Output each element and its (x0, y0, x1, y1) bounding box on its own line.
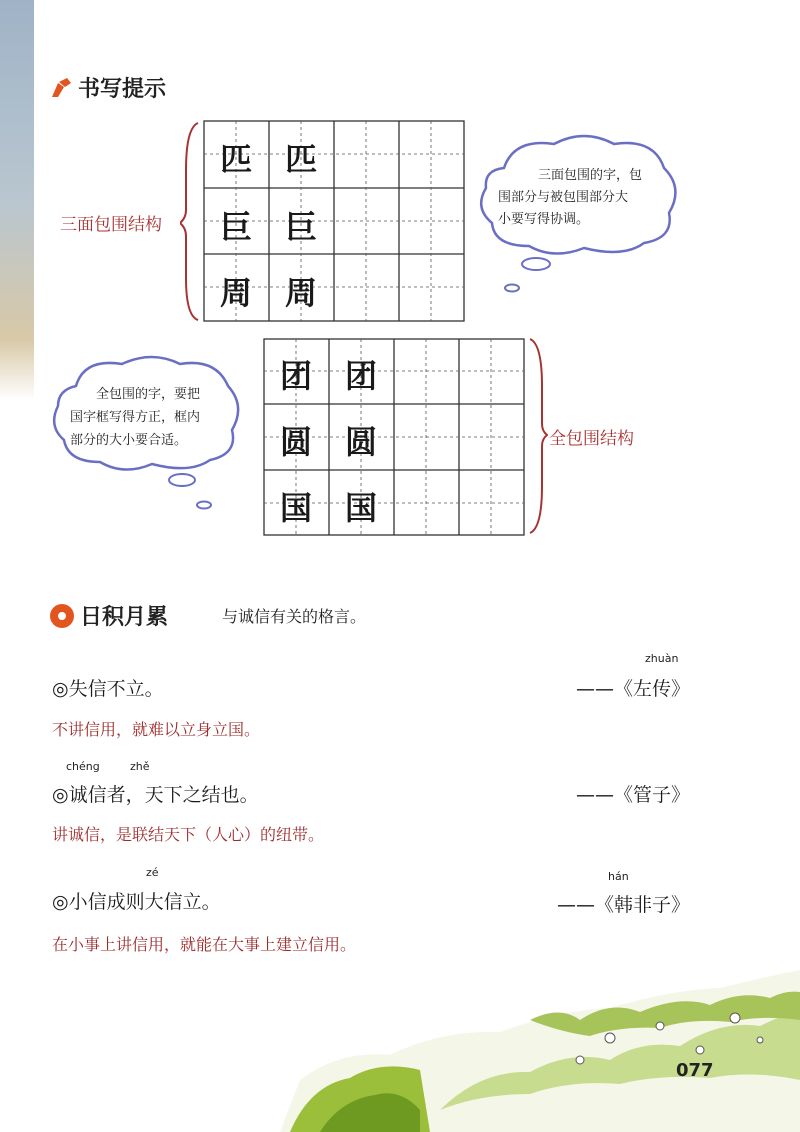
quote-2-explanation: 讲诚信，是联结天下（人心）的纽带。 (52, 825, 325, 844)
pinyin-cheng: chéng (66, 760, 100, 773)
grid-char-guo-copy: 国 (344, 489, 377, 527)
full-label: 全包围结构 (549, 429, 634, 449)
pinyin-zhuan: zhuàn (645, 652, 679, 665)
quote-2-text: ◎诚信者，天下之结也。 (52, 784, 259, 806)
grid-char-yuan-model: 圆 (279, 423, 312, 461)
pinyin-zhe: zhě (130, 760, 150, 773)
grid-char-pi-model: 匹 (219, 140, 252, 178)
pinyin-han: hán (608, 870, 629, 883)
quote-2-source: ——《管子》 (575, 784, 690, 806)
quote-1-text: ◎失信不立。 (52, 678, 164, 700)
page-spine-shadow (0, 0, 34, 400)
bubble-full-line-2: 国字框写得方正，框内 (70, 410, 201, 425)
daily-subtitle: 与诚信有关的格言。 (222, 607, 367, 626)
daily-accumulation-title: 日积月累 (80, 605, 169, 630)
pencil-icon (50, 77, 72, 99)
meadow-illustration (280, 960, 800, 1132)
daily-accumulation-header (50, 600, 168, 631)
three-side-label: 三面包围结构 (60, 215, 162, 235)
grid-char-zhou-copy: 周 (284, 274, 317, 312)
writing-tips-header (50, 72, 166, 103)
bubble-full-line-3: 部分的大小要合适。 (70, 433, 188, 448)
page-number: 077 (676, 1060, 714, 1081)
quote-1-explanation: 不讲信用，就难以立身立国。 (52, 720, 261, 739)
full-writing-grid (263, 338, 525, 536)
quote-1-source: ——《左传》 (575, 678, 690, 700)
bubble-full-line-1: 全包围的字，要把 (96, 387, 201, 402)
grid-char-tuan-model: 团 (279, 357, 312, 395)
grid-char-ju-model: 巨 (219, 208, 252, 246)
quote-3-text: ◎小信成则大信立。 (52, 891, 221, 913)
grid-char-guo-model: 国 (279, 489, 312, 527)
grid-char-ju-copy: 巨 (284, 208, 317, 246)
grid-char-zhou-model: 周 (219, 274, 252, 312)
flower-icon (50, 604, 74, 628)
quote-3-explanation: 在小事上讲信用，就能在大事上建立信用。 (52, 935, 357, 954)
tip-bubble-full (48, 350, 248, 510)
bubble-three-side-line-1: 三面包围的字，包 (538, 168, 643, 183)
pinyin-ze: zé (146, 866, 159, 879)
bubble-three-side-line-3: 小要写得协调。 (498, 212, 590, 227)
bubble-three-side-line-2: 围部分与被包围部分大 (498, 190, 629, 205)
grid-char-tuan-copy: 团 (344, 357, 377, 395)
writing-tips-title: 书写提示 (78, 77, 167, 102)
quote-3-source: ——《韩非子》 (556, 894, 690, 916)
grid-char-pi-copy: 匹 (284, 140, 317, 178)
full-bracket (528, 336, 548, 536)
grid-char-yuan-copy: 圆 (344, 423, 377, 461)
three-side-writing-grid (203, 120, 465, 322)
